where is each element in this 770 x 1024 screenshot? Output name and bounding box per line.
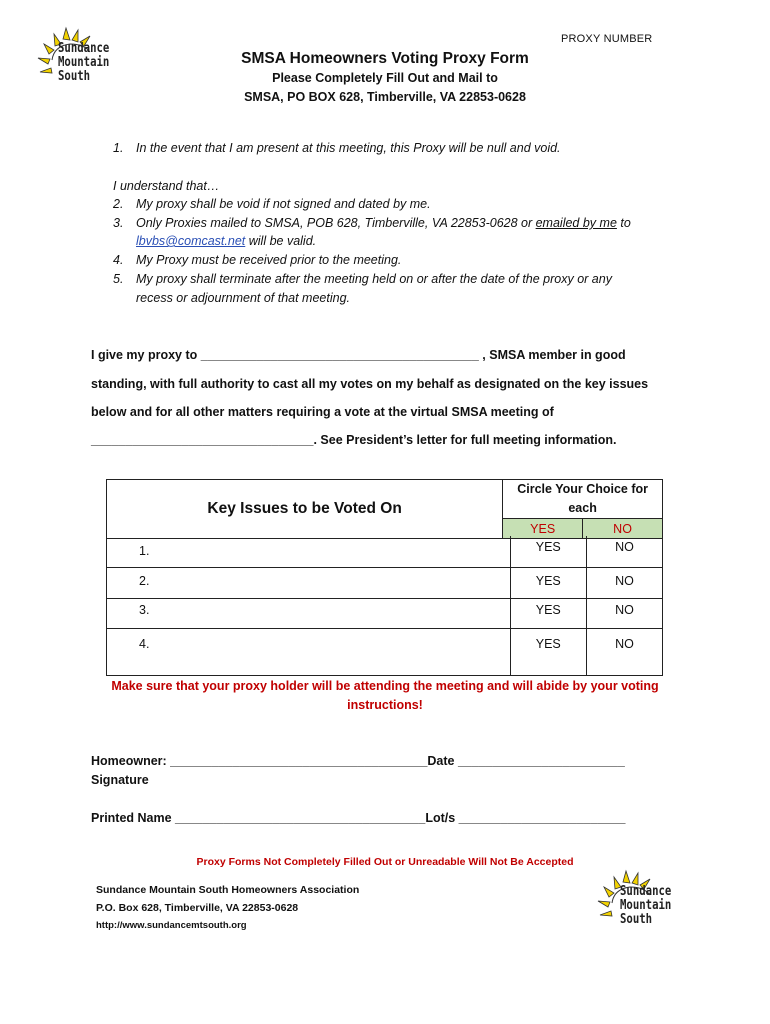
signature-label: Signature	[91, 773, 149, 787]
table-row	[107, 536, 663, 567]
sundance-logo-bottom	[596, 869, 680, 945]
homeowner-signature-line[interactable]: Homeowner: _____________________________________Date ________________________	[91, 754, 625, 768]
item3-to: to	[616, 216, 631, 230]
voting-rows	[106, 536, 663, 676]
issue-2-yes[interactable]: YES	[510, 567, 586, 598]
item5-number: 5.	[113, 272, 124, 286]
item3-text-a: Only Proxies mailed to SMSA, POB 628, Timberville, VA 22853-0628 or	[136, 216, 536, 230]
legend-yes: YES	[503, 519, 583, 539]
form-title: SMSA Homeowners Voting Proxy Form	[241, 50, 529, 67]
issue-4-yes[interactable]: YES	[510, 628, 586, 675]
legend-no: NO	[583, 519, 663, 539]
item3-text-line2	[136, 234, 316, 248]
issue-1-number: 1.	[107, 536, 511, 567]
item2-number: 2.	[113, 197, 124, 211]
form-subtitle-1: Please Completely Fill Out and Mail to	[272, 71, 498, 85]
item5-text-a: My proxy shall terminate after the meeting held on or after the date of the proxy or any	[136, 272, 612, 286]
proxy-number-label: PROXY NUMBER	[561, 33, 653, 45]
proxy-line-3: below and for all other matters requiring a vote at the virtual SMSA meeting of	[91, 405, 554, 419]
conditions-intro: I understand that…	[113, 179, 220, 193]
printed-name-line[interactable]: Printed Name ____________________________________Lot/s ________________________	[91, 811, 626, 825]
item1-number: 1.	[113, 141, 124, 155]
table-row	[107, 628, 663, 675]
table-header-issues: Key Issues to be Voted On	[107, 480, 503, 539]
voting-table	[106, 479, 663, 539]
issue-1-yes[interactable]: YES	[510, 536, 586, 567]
issue-3-no[interactable]: NO	[586, 598, 662, 628]
proxy-line-2: standing, with full authority to cast all my votes on my behalf as designated on the key issues	[91, 377, 649, 391]
issue-2-no[interactable]: NO	[586, 567, 662, 598]
item5-text-b: recess or adjournment of that meeting.	[136, 291, 351, 305]
logo-line1: Sundance	[620, 884, 672, 899]
logo-line3: South	[620, 912, 653, 927]
logo-line3: South	[58, 69, 91, 84]
item3-number: 3.	[113, 216, 124, 230]
item3-text	[136, 216, 631, 230]
logo-line2: Mountain	[620, 898, 672, 913]
emailed-by-me: emailed by me	[535, 216, 617, 230]
item4-number: 4.	[113, 253, 124, 267]
warning-line-2: instructions!	[347, 698, 423, 712]
proxy-line-4: ________________________________. See President’s letter for full meeting information.	[91, 433, 617, 447]
form-subtitle-2: SMSA, PO BOX 628, Timberville, VA 22853-0628	[244, 90, 526, 104]
item1-text: In the event that I am present at this meeting, this Proxy will be null and void.	[136, 141, 561, 155]
notice-text: Proxy Forms Not Completely Filled Out or Unreadable Will Not Be Accepted	[196, 856, 574, 868]
footer-address: P.O. Box 628, Timberville, VA 22853-0628	[96, 902, 299, 914]
table-row	[107, 567, 663, 598]
warning-line-1: Make sure that your proxy holder will be attending the meeting and will abide by your voting	[111, 679, 659, 693]
email-link[interactable]: lbvbs@comcast.net	[136, 234, 246, 248]
proxy-line-1: I give my proxy to ________________________________________ , SMSA member in good	[91, 348, 626, 362]
table-header-circle: Circle Your Choice for each	[503, 480, 663, 519]
logo-line2: Mountain	[58, 55, 110, 70]
issue-2-number: 2.	[107, 567, 511, 598]
table-row	[107, 598, 663, 628]
issue-3-number: 3.	[107, 598, 511, 628]
logo-line1: Sundance	[58, 41, 110, 56]
issue-4-number: 4.	[107, 628, 511, 675]
item3-text-b: will be valid.	[245, 234, 317, 248]
item4-text: My Proxy must be received prior to the meeting.	[136, 253, 402, 267]
issue-1-no[interactable]: NO	[586, 536, 662, 567]
item2-text: My proxy shall be void if not signed and dated by me.	[136, 197, 431, 211]
issue-3-yes[interactable]: YES	[510, 598, 586, 628]
footer-website[interactable]: http://www.sundancemtsouth.org	[96, 920, 247, 931]
issue-4-no[interactable]: NO	[586, 628, 662, 675]
footer-org: Sundance Mountain South Homeowners Association	[96, 884, 360, 896]
